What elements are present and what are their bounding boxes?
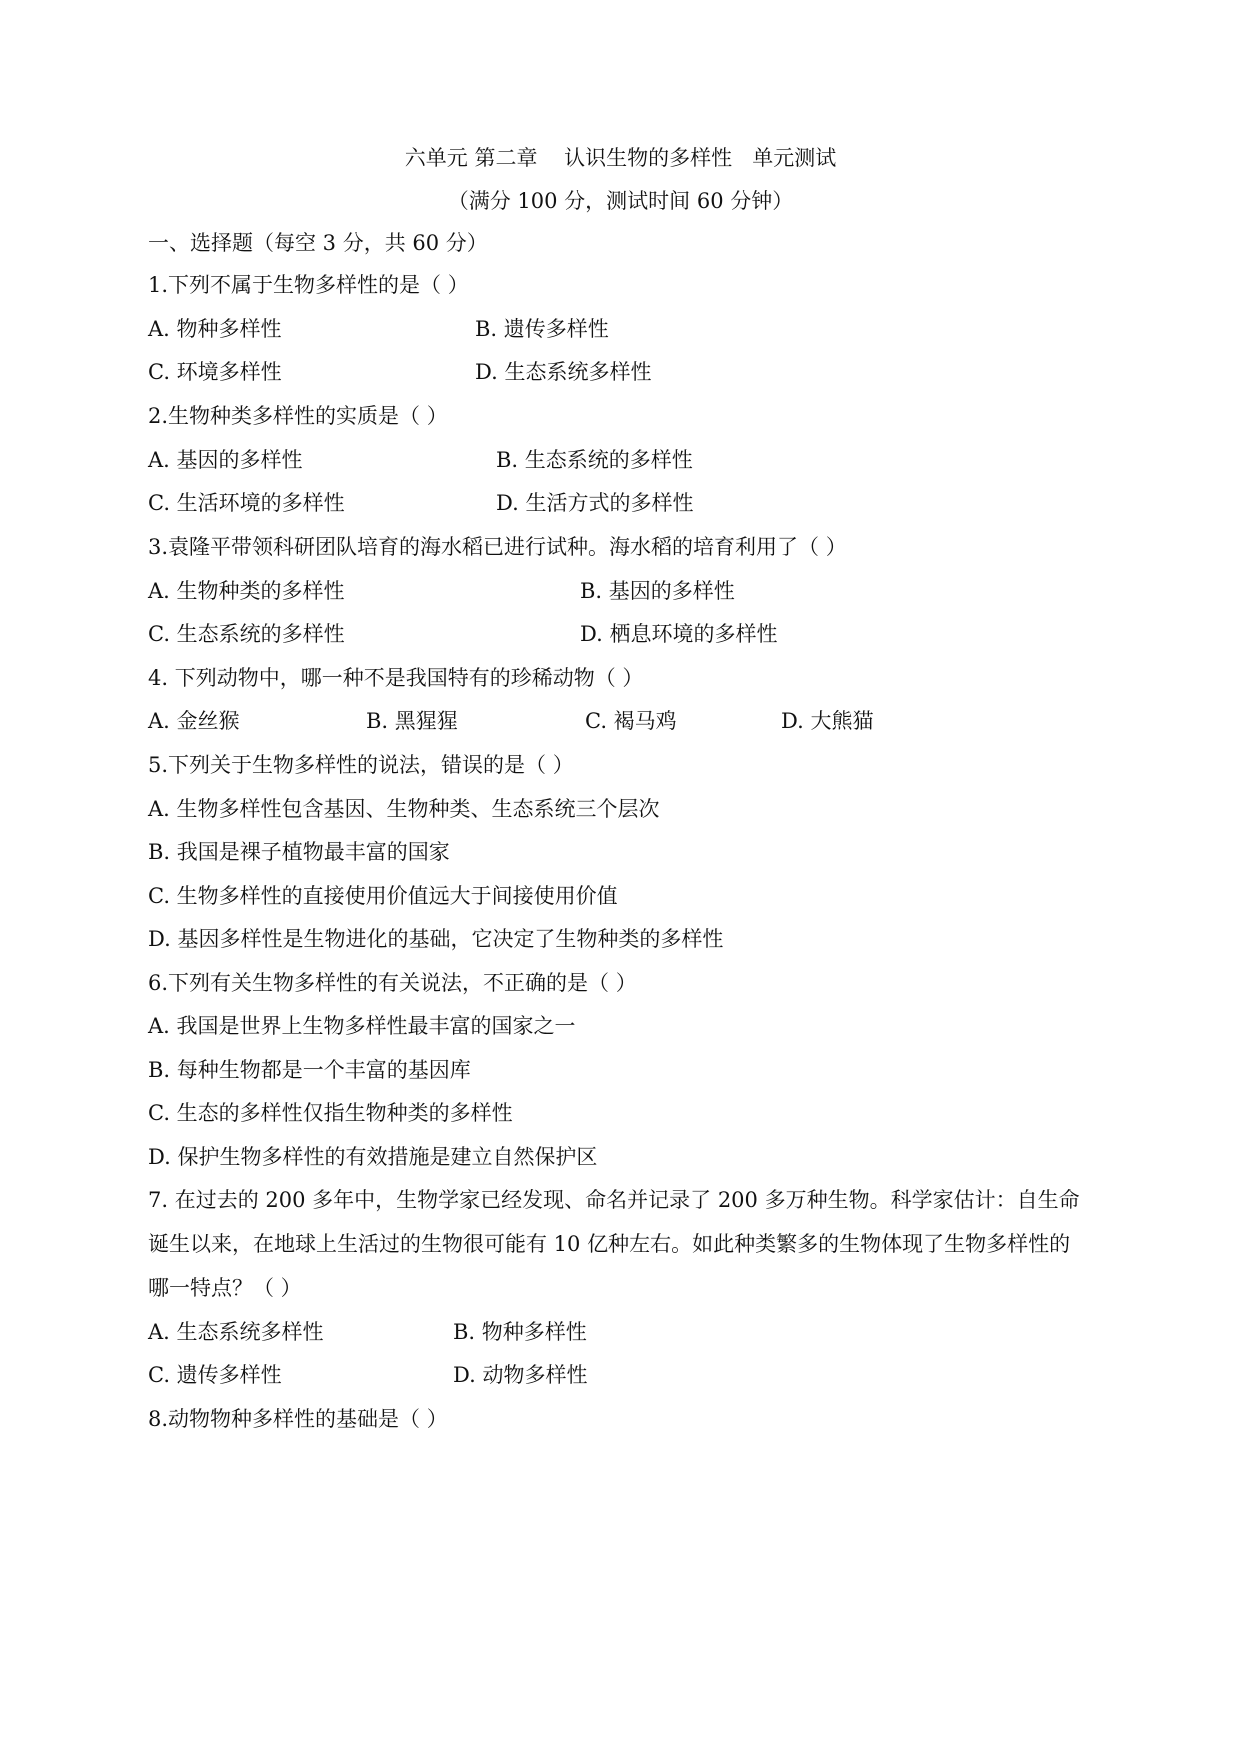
option-b: B. 每种生物都是一个丰富的基因库: [148, 1058, 471, 1082]
option-b: B. 我国是裸子植物最丰富的国家: [148, 840, 450, 864]
option-b: B. 基因的多样性: [580, 579, 735, 603]
option-d: D. 基因多样性是生物进化的基础，它决定了生物种类的多样性: [148, 927, 724, 951]
question-stem: 2.生物种类多样性的实质是（ ）: [148, 404, 448, 428]
option-c: C. 遗传多样性: [148, 1363, 282, 1387]
option-d: D. 大熊猫: [781, 709, 874, 733]
question-stem: 1.下列不属于生物多样性的是（ ）: [148, 273, 469, 297]
option-d: D. 保护生物多样性的有效措施是建立自然保护区: [148, 1145, 598, 1169]
option-b: B. 黑猩猩: [366, 709, 458, 733]
question-stem: 6.下列有关生物多样性的有关说法，不正确的是（ ）: [148, 971, 637, 995]
question-stem: 5.下列关于生物多样性的说法，错误的是（ ）: [148, 753, 574, 777]
option-c: C. 生态的多样性仅指生物种类的多样性: [148, 1101, 513, 1125]
question-stem-line: 哪一特点？（ ）: [148, 1276, 302, 1300]
option-d: D. 生活方式的多样性: [496, 491, 694, 515]
option-a: A. 金丝猴: [148, 709, 240, 733]
question-stem: 4. 下列动物中，哪一种不是我国特有的珍稀动物（ ）: [148, 666, 644, 690]
page-title: 六单元 第二章 认识生物的多样性 单元测试: [404, 146, 837, 170]
option-a: A. 生物多样性包含基因、生物种类、生态系统三个层次: [148, 797, 660, 821]
option-c: C. 生态系统的多样性: [148, 622, 345, 646]
option-c: C. 环境多样性: [148, 360, 282, 384]
question-stem: 8.动物物种多样性的基础是（ ）: [148, 1407, 448, 1431]
option-c: C. 褐马鸡: [585, 709, 677, 733]
option-b: B. 生态系统的多样性: [496, 448, 693, 472]
question-stem-line: 诞生以来，在地球上生活过的生物很可能有 10 亿种左右。如此种类繁多的生物体现了生物多样性的: [148, 1232, 1071, 1256]
option-b: B. 物种多样性: [453, 1320, 587, 1344]
option-c: C. 生物多样性的直接使用价值远大于间接使用价值: [148, 884, 618, 908]
section-heading: 一、选择题（每空 3 分，共 60 分）: [148, 231, 488, 255]
option-a: A. 物种多样性: [148, 317, 282, 341]
option-a: A. 我国是世界上生物多样性最丰富的国家之一: [148, 1014, 576, 1038]
option-a: A. 生态系统多样性: [148, 1320, 324, 1344]
option-d: D. 动物多样性: [453, 1363, 588, 1387]
option-d: D. 栖息环境的多样性: [580, 622, 778, 646]
option-a: A. 基因的多样性: [148, 448, 303, 472]
option-c: C. 生活环境的多样性: [148, 491, 345, 515]
option-a: A. 生物种类的多样性: [148, 579, 345, 603]
question-stem-line: 7. 在过去的 200 多年中，生物学家已经发现、命名并记录了 200 多万种生物。科学家估计：自生命: [148, 1188, 1080, 1212]
option-b: B. 遗传多样性: [475, 317, 609, 341]
option-d: D. 生态系统多样性: [475, 360, 652, 384]
page-subtitle: （满分 100 分，测试时间 60 分钟）: [447, 189, 794, 213]
question-stem: 3.袁隆平带领科研团队培育的海水稻已进行试种。海水稻的培育利用了（ ）: [148, 535, 847, 559]
